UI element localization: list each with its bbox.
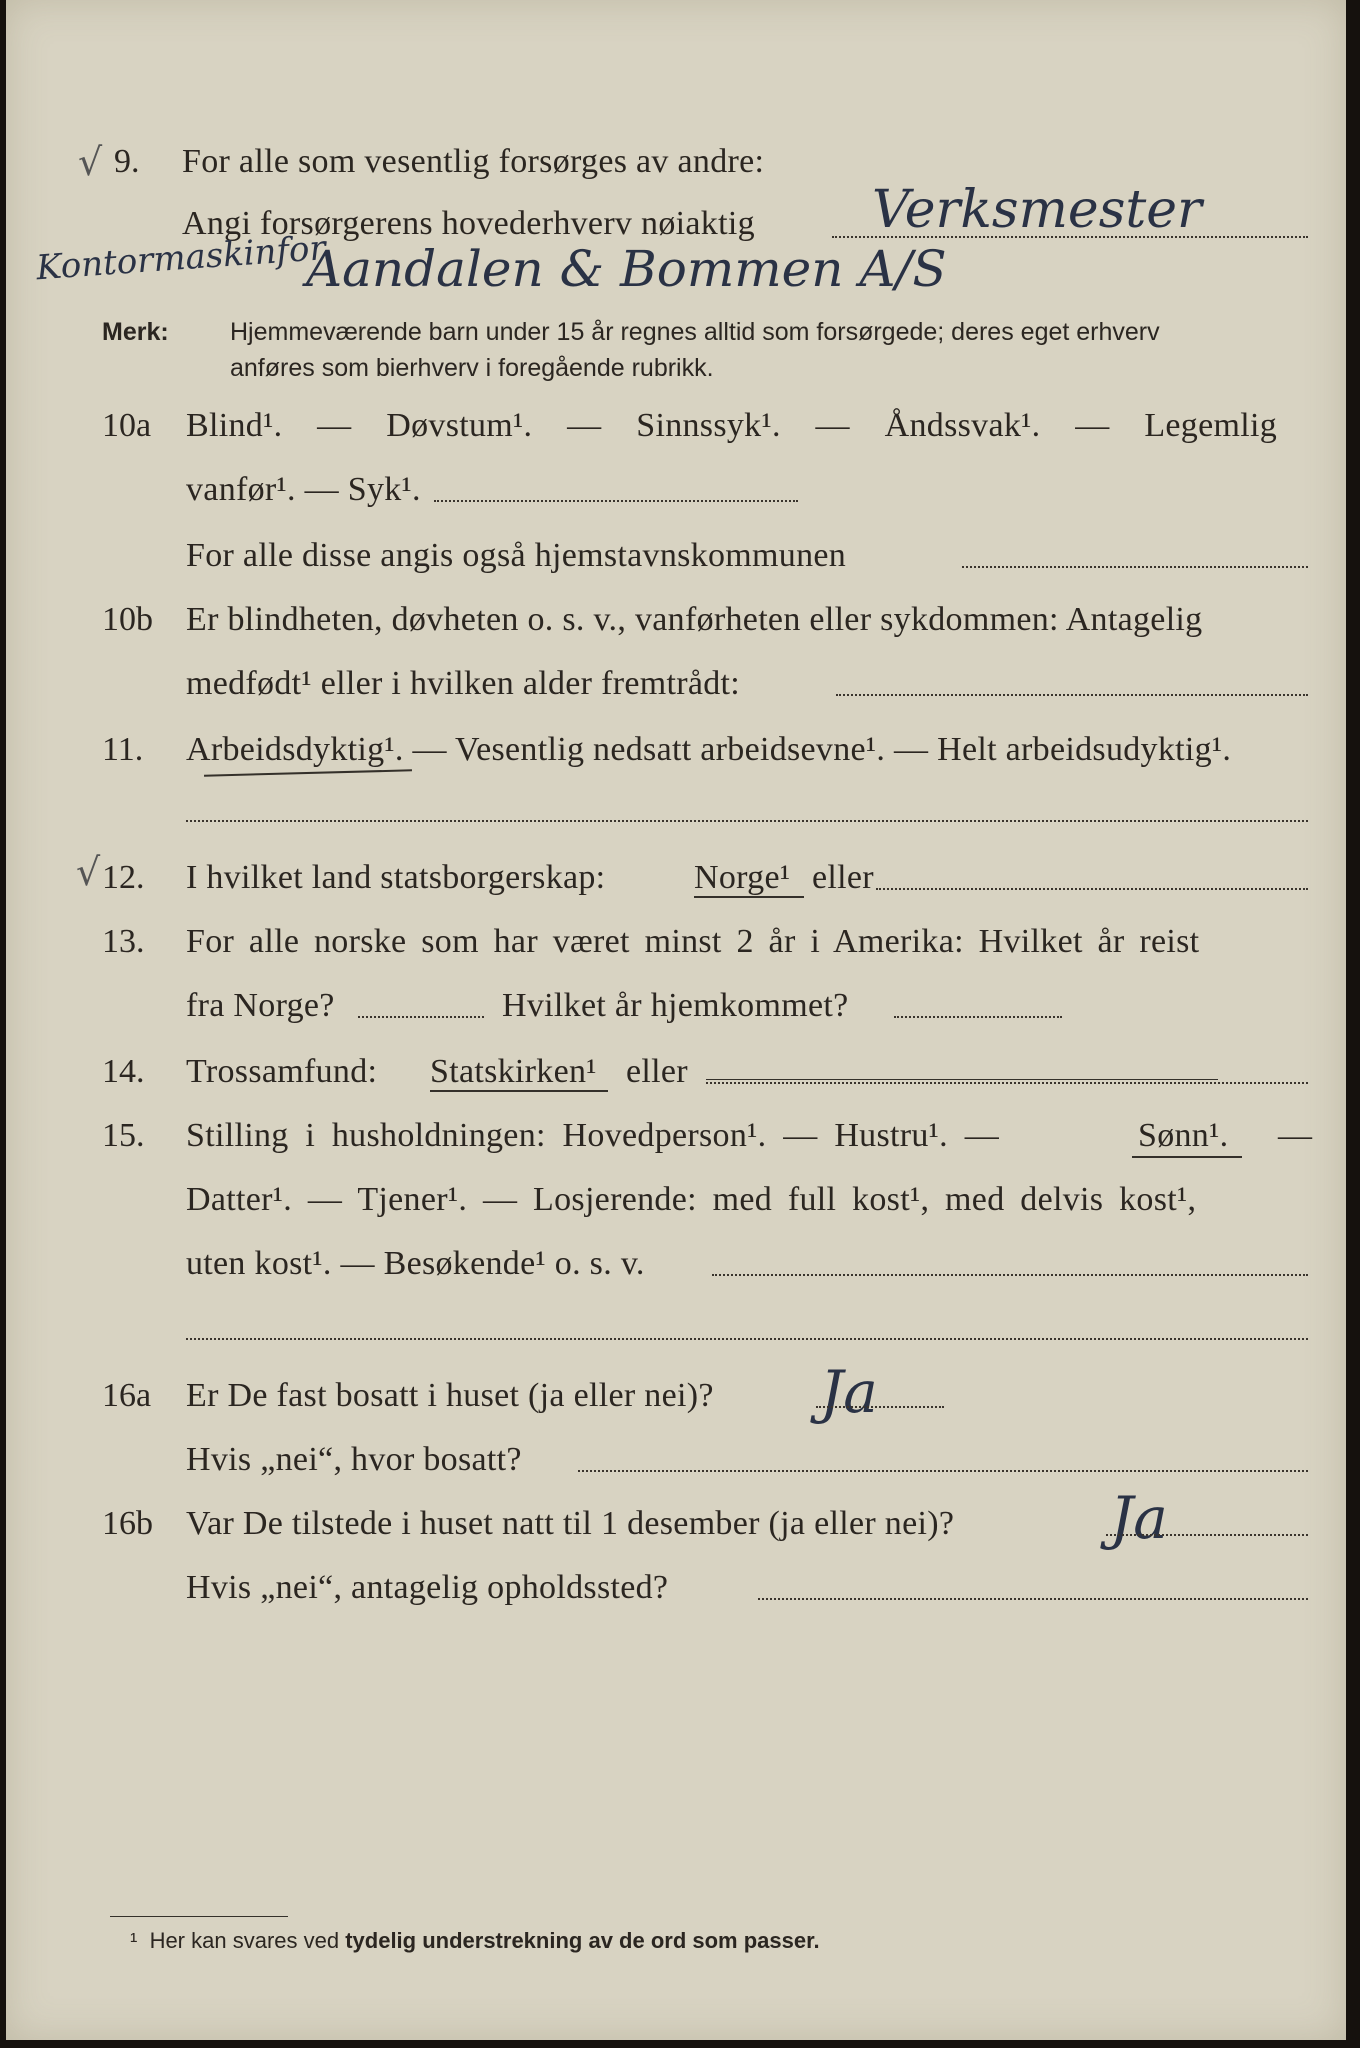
q14-number: 14.: [102, 1053, 145, 1090]
q11-line: [186, 730, 1231, 770]
q10a-number: 10a: [102, 407, 152, 444]
q10a-hometown-line: [962, 566, 1308, 568]
merk-line1: Hjemmeværende barn under 15 år regnes alltid som forsørgede; deres eget erhverv: [230, 318, 1160, 346]
q15-number: 15.: [102, 1117, 145, 1154]
merk-line2: anføres som bierhverv i foregående rubrikk.: [230, 354, 714, 382]
q10b-answer-line: [836, 694, 1308, 696]
q15-option-sonn: Sønn¹.: [1138, 1117, 1229, 1154]
q9-number: 9.: [114, 143, 140, 180]
footnote-rule: [110, 1916, 288, 1917]
q10a-line1: Blind¹. — Døvstum¹. — Sinnssyk¹. — Åndssvak¹. — Legemlig: [186, 407, 1278, 444]
q9-handwritten-margin: Kontormaskinfor.: [34, 227, 334, 289]
q15-extra-line: [186, 1338, 1308, 1340]
census-form-page: [6, 0, 1346, 2040]
q14-option-statskirken: Statskirken¹: [430, 1053, 597, 1090]
q10b-number: 10b: [102, 601, 153, 638]
q9-handwritten-occupation: Verksmester: [872, 180, 1202, 240]
q14-label: Trossamfund:: [186, 1053, 378, 1090]
q15-answer-line: [712, 1274, 1308, 1276]
q16a-line1: Er De fast bosatt i huset (ja eller nei)?: [186, 1377, 714, 1414]
q15-line1a: Stilling i husholdningen: Hovedperson¹. — Hustru¹. —: [186, 1117, 1000, 1154]
q16b-opholdssted-line: [758, 1598, 1308, 1600]
q14-answer-line: [706, 1082, 1308, 1084]
q14-underline: [430, 1090, 608, 1092]
q10a-line3: For alle disse angis også hjemstavnskommunen: [186, 537, 847, 574]
q11-rest: — Vesentlig nedsatt arbeidsevne¹. — Helt arbeidsudyktig¹.: [403, 731, 1232, 768]
q12-rest: eller: [812, 859, 874, 896]
footnote: [130, 1928, 820, 1954]
q12-label: I hvilket land statsborgerskap:: [186, 859, 606, 896]
q11-extra-line: [186, 820, 1308, 822]
q13-line2b: Hvilket år hjemkommet?: [502, 987, 849, 1024]
footnote-text-b: tydelig understrekning av de ord som passer.: [345, 1928, 820, 1953]
q15-line2: Datter¹. — Tjener¹. — Losjerende: med full kost¹, med delvis kost¹,: [186, 1181, 1197, 1218]
q14-rest: eller: [626, 1053, 688, 1090]
q13-hjemkommet-line: [894, 1016, 1062, 1018]
q12-underline: [694, 896, 804, 898]
q16b-line2: Hvis „nei“, antagelig opholdssted?: [186, 1569, 669, 1606]
footnote-text-a: Her kan svares ved: [149, 1928, 346, 1953]
q11-option-arbeidsdyktig: Arbeidsdyktig¹.: [186, 731, 404, 768]
check-mark: √: [76, 850, 101, 894]
q16b-number: 16b: [102, 1505, 153, 1542]
q11-number: 11.: [102, 731, 144, 768]
q12-option-norge: Norge¹: [694, 859, 791, 896]
q16a-number: 16a: [102, 1377, 152, 1414]
q16b-answer-line: [1106, 1534, 1308, 1536]
q9-handwritten-company: Aandalen & Bommen A/S: [306, 240, 947, 298]
q11-underline: [204, 769, 412, 776]
q12-answer-line: [876, 888, 1308, 890]
q15-line1b: —: [1278, 1117, 1313, 1154]
merk-label: Merk:: [102, 318, 169, 346]
q14-pencil-line: [706, 1079, 1218, 1080]
q13-line2a: fra Norge?: [186, 987, 335, 1024]
q16a-handwritten-answer: Ja: [820, 1358, 878, 1426]
q16a-line2: Hvis „nei“, hvor bosatt?: [186, 1441, 522, 1478]
q15-line3: uten kost¹. — Besøkende¹ o. s. v.: [186, 1245, 645, 1282]
q12-number: 12.: [102, 859, 145, 896]
q10a-answer-line: [434, 500, 798, 502]
q16a-bosatt-line: [578, 1470, 1308, 1472]
q10b-line2: medfødt¹ eller i hvilken alder fremtrådt:: [186, 665, 741, 702]
q15-underline: [1132, 1156, 1242, 1158]
q16b-line1: Var De tilstede i huset natt til 1 desember (ja eller nei)?: [186, 1505, 955, 1542]
q13-line1: For alle norske som har været minst 2 år i Amerika: Hvilket år reist: [186, 923, 1200, 960]
q9-line1: For alle som vesentlig forsørges av andre:: [182, 143, 765, 180]
check-mark: √: [78, 140, 103, 184]
q16a-answer-line: [816, 1406, 944, 1408]
q10a-line2: vanfør¹. — Syk¹.: [186, 471, 421, 508]
q16b-handwritten-answer: Ja: [1110, 1484, 1168, 1552]
footnote-mark: ¹: [130, 1928, 138, 1953]
q13-number: 13.: [102, 923, 145, 960]
q13-reist-line: [358, 1016, 484, 1018]
q9-line2: Angi forsørgerens hovederhverv nøiaktig: [182, 205, 755, 242]
q10b-line1: Er blindheten, døvheten o. s. v., vanførheten eller sykdommen: Antagelig: [186, 601, 1203, 638]
